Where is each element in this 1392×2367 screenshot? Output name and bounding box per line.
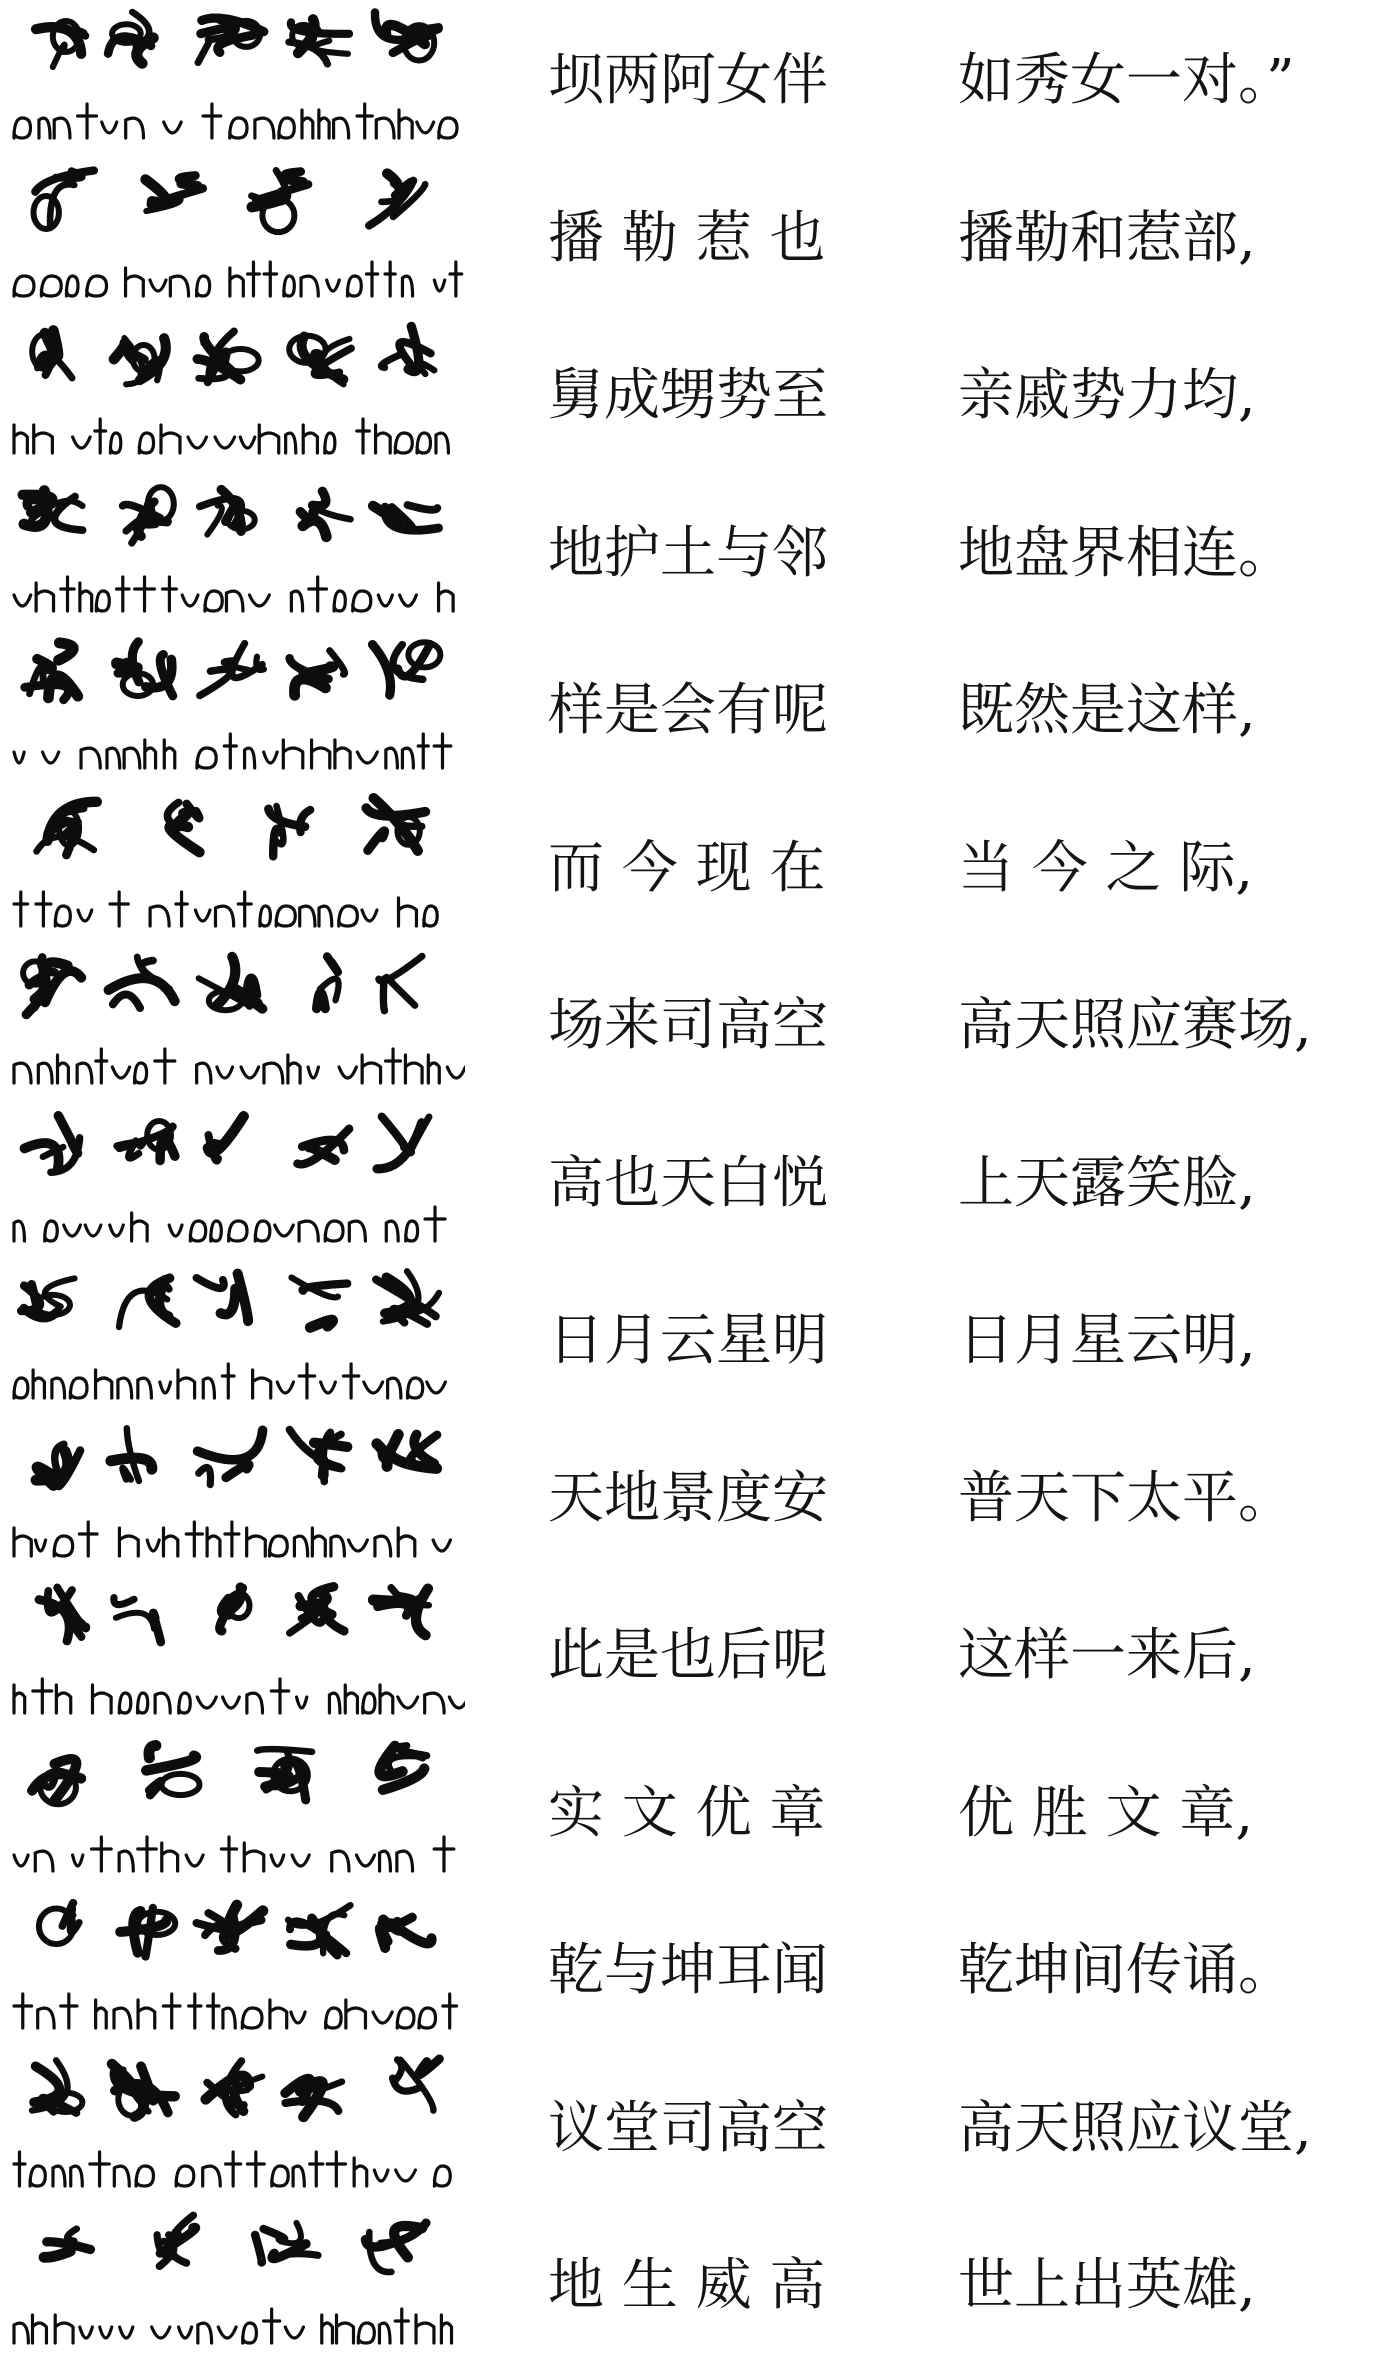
handwritten-glyph [14,1579,94,1657]
handwritten-glyph [102,1579,182,1657]
verse-row [0,1890,1392,2050]
handwritten-glyph [278,1422,358,1500]
verse-row [0,1575,1392,1735]
handwritten-glyph [355,162,435,240]
handwritten-glyph [190,1107,270,1185]
handwritten-glyph [102,949,182,1027]
handwritten-glyph [25,1737,105,1815]
yi-script-line [10,1579,465,1729]
handwritten-glyph [366,1894,446,1972]
handwritten-glyph [278,477,358,555]
handwritten-glyphs [10,1894,465,1976]
verse-row [0,630,1392,790]
verse-row [0,788,1392,948]
literal-translation: 天地景度安 [548,1465,828,1531]
handwritten-phonetic-transcription [10,1195,465,1253]
handwritten-glyph [190,1422,270,1500]
handwritten-glyph [245,1737,325,1815]
handwritten-glyph [102,477,182,555]
handwritten-glyphs [10,949,465,1031]
handwritten-glyph [135,162,215,240]
verse-row [0,1418,1392,1578]
handwritten-glyph [245,162,325,240]
yi-script-line [10,1264,465,1414]
handwritten-phonetic-transcription [10,2297,465,2355]
handwritten-glyphs [10,1422,465,1504]
literal-translation: 而 今 现 在 [548,835,826,901]
handwritten-glyph [135,1737,215,1815]
handwritten-glyph [14,2052,94,2130]
handwritten-glyph [278,2052,358,2130]
handwritten-phonetic-transcription [10,1982,465,2040]
literal-translation: 样是会有呢 [548,678,828,743]
yi-script-line [10,949,465,1099]
handwritten-phonetic-transcription [10,407,465,465]
yi-script-line [10,477,465,627]
handwritten-glyph [14,634,94,712]
free-translation: 如秀女一对。” [958,48,1295,113]
handwritten-glyph [135,792,215,870]
handwritten-glyph [25,2209,105,2287]
handwritten-glyph [245,2209,325,2287]
handwritten-glyph [355,2209,435,2287]
handwritten-glyph [102,1107,182,1185]
verse-row [0,1260,1392,1420]
verse-row [0,315,1392,475]
handwritten-glyph [25,792,105,870]
handwritten-phonetic-transcription [10,722,465,780]
handwritten-glyphs [10,1107,465,1189]
yi-script-line [10,1737,465,1887]
handwritten-glyph [14,1107,94,1185]
free-translation: 上天露笑脸, [958,1150,1256,1216]
handwritten-glyph [355,792,435,870]
literal-translation: 地护土与邻 [548,520,828,586]
handwritten-phonetic-transcription [10,1825,465,1883]
free-translation: 高天照应议堂, [958,2095,1312,2161]
handwritten-glyph [190,1579,270,1657]
handwritten-glyph [366,1422,446,1500]
verse-row [0,158,1392,318]
handwritten-phonetic-transcription [10,1037,465,1095]
handwritten-glyph [278,319,358,397]
literal-translation: 日月云星明 [548,1308,828,1373]
literal-translation: 高也天白悦 [548,1150,828,1216]
handwritten-glyph [278,1579,358,1657]
handwritten-glyphs [10,634,465,716]
yi-script-line [10,792,465,942]
handwritten-glyph [102,2052,182,2130]
handwritten-glyph [190,949,270,1027]
handwritten-glyphs [10,319,465,401]
handwritten-phonetic-transcription [10,2140,465,2198]
handwritten-glyph [14,477,94,555]
free-translation: 这样一来后, [958,1623,1256,1688]
handwritten-glyph [190,1264,270,1342]
free-translation: 当 今 之 际, [958,835,1254,901]
literal-translation: 场来司高空 [548,993,828,1058]
yi-script-line [10,634,465,784]
handwritten-glyph [366,949,446,1027]
verse-row [0,945,1392,1105]
verse-row [0,473,1392,633]
handwritten-glyph [102,1422,182,1500]
yi-script-line [10,2209,465,2359]
free-translation: 高天照应赛场, [958,993,1312,1058]
free-translation: 世上出英雄, [958,2253,1256,2318]
literal-translation: 播 勒 惹 也 [548,205,826,271]
handwritten-glyph [190,2052,270,2130]
handwritten-glyph [102,4,182,82]
verse-row [0,0,1392,160]
handwritten-glyph [190,634,270,712]
handwritten-glyph [14,949,94,1027]
handwritten-phonetic-transcription [10,1667,465,1725]
handwritten-glyph [366,319,446,397]
free-translation: 既然是这样, [958,678,1256,743]
handwritten-glyphs [10,1579,465,1661]
handwritten-glyph [278,4,358,82]
handwritten-glyph [14,1264,94,1342]
free-translation: 日月星云明, [958,1308,1256,1373]
handwritten-glyph [278,1264,358,1342]
handwritten-glyph [14,1894,94,1972]
handwritten-phonetic-transcription [10,1352,465,1410]
free-translation: 播勒和惹部, [958,205,1256,271]
handwritten-glyph [366,1579,446,1657]
yi-script-line [10,319,465,469]
literal-translation: 议堂司高空 [548,2095,828,2161]
handwritten-glyphs [10,477,465,559]
free-translation: 亲戚势力均, [958,363,1256,428]
literal-translation: 乾与坤耳闻 [548,1938,828,2003]
handwritten-glyph [366,2052,446,2130]
handwritten-glyph [245,792,325,870]
yi-script-line [10,1107,465,1257]
literal-translation: 地 生 威 高 [548,2253,826,2318]
handwritten-phonetic-transcription [10,92,465,150]
handwritten-glyph [14,4,94,82]
verse-row [0,1733,1392,1893]
verse-row [0,2205,1392,2365]
handwritten-glyph [102,634,182,712]
handwritten-glyph [278,634,358,712]
handwritten-glyph [366,4,446,82]
verse-row [0,1103,1392,1263]
handwritten-glyph [14,1422,94,1500]
handwritten-glyphs [10,4,465,86]
handwritten-phonetic-transcription [10,250,465,308]
handwritten-glyph [135,2209,215,2287]
handwritten-glyph [366,477,446,555]
literal-translation: 坝两阿女伴 [548,48,828,113]
yi-script-line [10,162,465,312]
handwritten-phonetic-transcription [10,565,465,623]
handwritten-glyph [355,1737,435,1815]
handwritten-glyph [366,634,446,712]
yi-script-line [10,4,465,154]
free-translation: 优 胜 文 章, [958,1780,1254,1846]
yi-script-line [10,1422,465,1572]
literal-translation: 实 文 优 章 [548,1780,826,1846]
handwritten-glyph [278,1894,358,1972]
handwritten-glyph [190,1894,270,1972]
handwritten-phonetic-transcription [10,880,465,938]
handwritten-glyph [102,1894,182,1972]
handwritten-glyph [366,1264,446,1342]
literal-translation: 舅成甥势至 [548,363,828,428]
handwritten-glyphs [10,1737,465,1819]
handwritten-glyph [190,319,270,397]
handwritten-phonetic-transcription [10,1510,465,1568]
free-translation: 乾坤间传诵。 [958,1938,1294,2003]
free-translation: 地盘界相连。 [958,520,1294,586]
handwritten-glyph [14,319,94,397]
yi-script-line [10,1894,465,2044]
handwritten-glyph [366,1107,446,1185]
free-translation: 普天下太平。 [958,1465,1294,1531]
handwritten-glyph [25,162,105,240]
handwritten-glyphs [10,2209,465,2291]
handwritten-glyph [102,1264,182,1342]
handwritten-glyph [190,477,270,555]
handwritten-glyph [278,1107,358,1185]
handwritten-glyphs [10,162,465,244]
handwritten-glyph [278,949,358,1027]
handwritten-glyphs [10,1264,465,1346]
handwritten-glyphs [10,792,465,874]
handwritten-glyphs [10,2052,465,2134]
handwritten-glyph [190,4,270,82]
yi-script-line [10,2052,465,2202]
verse-row [0,2048,1392,2208]
literal-translation: 此是也后呢 [548,1623,828,1688]
handwritten-glyph [102,319,182,397]
